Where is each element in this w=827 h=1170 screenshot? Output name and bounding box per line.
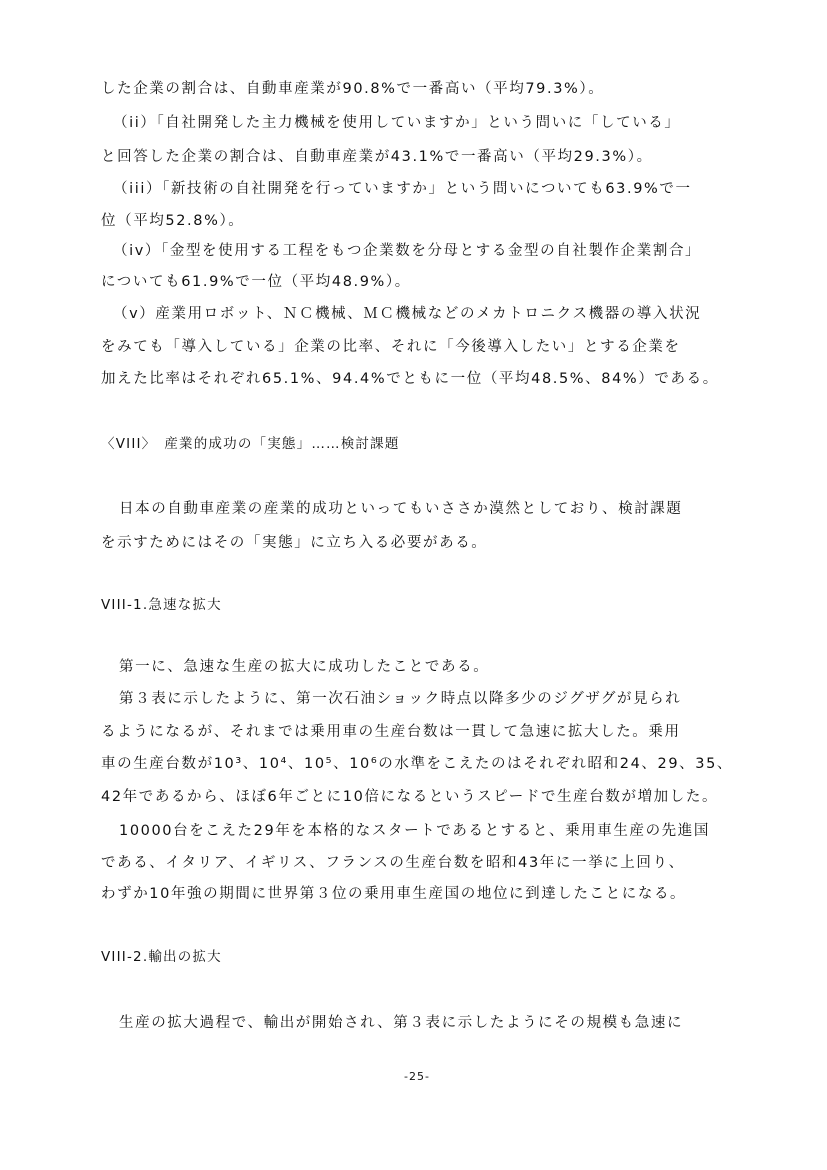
text-line: （iii）「新技術の自社開発を行っていますか」という問いについても63.9%で一 bbox=[113, 181, 692, 197]
text-line: 42年であるから、ほぼ6年ごとに10倍になるというスピードで生産台数が増加した。 bbox=[101, 789, 719, 805]
text-line: した企業の割合は、自動車産業が90.8%で一番高い（平均79.3%）。 bbox=[101, 81, 605, 97]
text-line: （ii）「自社開発した主力機械を使用していますか」という問いに「している」 bbox=[113, 115, 681, 131]
text-line: についても61.9%で一位（平均48.9%）。 bbox=[101, 274, 411, 290]
subsection-heading: VIII-1.急速な拡大 bbox=[101, 597, 222, 613]
page-number: -25- bbox=[404, 1070, 430, 1083]
text-line: るようになるが、それまでは乗用車の生産台数は一貫して急速に拡大した。乗用 bbox=[101, 724, 681, 740]
text-line: である、イタリア、イギリス、フランスの生産台数を昭和43年に一挙に上回り、 bbox=[101, 855, 685, 871]
text-line: わずか10年強の期間に世界第３位の乗用車生産国の地位に到達したことになる。 bbox=[101, 886, 687, 902]
text-line: を示すためにはその「実態」に立ち入る必要がある。 bbox=[101, 535, 488, 551]
text-line: 車の生産台数が10³、10⁴、10⁵、10⁶の水準をこえたのはそれぞれ昭和24、29、35、 bbox=[101, 756, 734, 772]
text-line: 第一に、急速な生産の拡大に成功したことである。 bbox=[119, 659, 490, 675]
text-line: 日本の自動車産業の産業的成功といってもいささか漠然としており、検討課題 bbox=[119, 501, 683, 517]
text-line: と回答した企業の割合は、自動車産業が43.1%で一番高い（平均29.3%）。 bbox=[101, 149, 653, 165]
text-line: （v）産業用ロボット、ＮＣ機械、ＭＣ機械などのメカトロニクス機器の導入状況 bbox=[113, 306, 702, 322]
text-line: 10000台をこえた29年を本格的なスタートであるとすると、乗用車生産の先進国 bbox=[119, 823, 710, 839]
text-line: 位（平均52.8%）。 bbox=[101, 213, 245, 229]
text-line: 生産の拡大過程で、輸出が開始され、第３表に示したようにその規模も急速に bbox=[119, 1015, 684, 1031]
section-heading: 〈VIII〉 産業的成功の「実態」……検討課題 bbox=[101, 436, 400, 452]
text-line: 加えた比率はそれぞれ65.1%、94.4%でともに一位（平均48.5%、84%）である。 bbox=[101, 371, 719, 387]
text-line: をみても「導入している」企業の比率、それに「今後導入したい」とする企業を bbox=[101, 339, 681, 355]
text-line: （iv）「金型を使用する工程をもつ企業数を分母とする金型の自社製作企業割合」 bbox=[113, 243, 702, 259]
subsection-heading: VIII-2.輸出の拡大 bbox=[101, 949, 222, 965]
text-line: 第３表に示したように、第一次石油ショック時点以降多少のジグザグが見られ bbox=[119, 691, 682, 707]
